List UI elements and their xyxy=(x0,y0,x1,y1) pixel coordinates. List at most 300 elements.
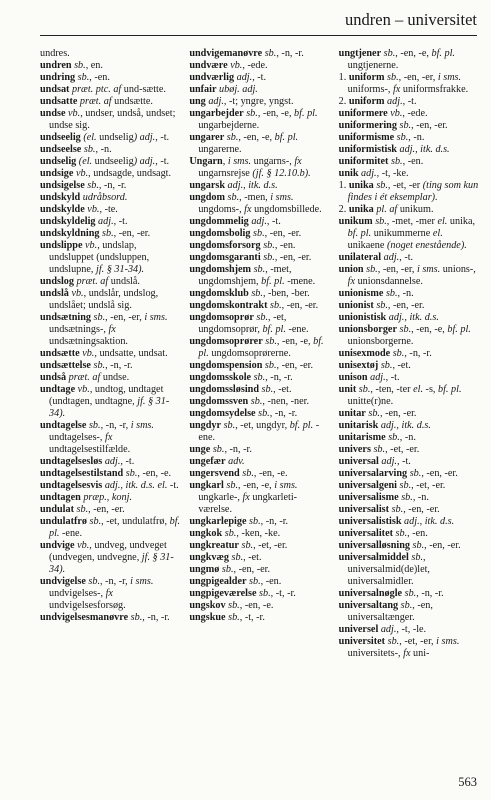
column-3 xyxy=(339,48,480,758)
entry-text: , -n, -r. xyxy=(98,180,127,191)
grammar-note: jf. § 31-34). xyxy=(49,396,170,419)
entry-text: ungkarle-, xyxy=(198,492,243,503)
entry-text: , -en, -e, xyxy=(257,108,295,119)
dictionary-entry xyxy=(339,72,480,96)
entry-text: undselig xyxy=(96,132,134,143)
grammar-note: i sms. xyxy=(130,576,154,587)
headword: ungdomsforsorg xyxy=(189,240,261,251)
dictionary-entry xyxy=(40,312,181,348)
dictionary-entry xyxy=(189,540,330,552)
grammar-note: sb. xyxy=(366,264,378,275)
grammar-note: sb. xyxy=(228,612,240,623)
entry-text: 1. xyxy=(338,180,349,191)
grammar-note: adj. xyxy=(139,156,156,167)
entry-text: ungtjenerne. xyxy=(347,60,399,71)
headword: unika xyxy=(348,180,374,191)
entry-text: , -et, -er. xyxy=(411,480,446,491)
grammar-note: sb. xyxy=(227,192,240,203)
grammar-note: vb. xyxy=(77,540,90,551)
headword: unionisme xyxy=(338,288,384,299)
grammar-note: sb. xyxy=(221,564,234,575)
entry-text: , -t. xyxy=(252,72,267,83)
dictionary-entry xyxy=(189,564,330,576)
dictionary-entry xyxy=(40,276,181,288)
headword: undse xyxy=(40,108,66,119)
grammar-note: vb. xyxy=(390,108,403,119)
entry-text: , -n, -r. xyxy=(142,612,170,623)
running-header xyxy=(40,8,477,38)
dictionary-entry xyxy=(339,432,480,444)
grammar-note: præt. ptc. af xyxy=(72,84,122,95)
entry-text: , -n, -r. xyxy=(260,516,289,527)
entry-text: , en. xyxy=(85,60,103,71)
grammar-note: bf. pl. xyxy=(274,132,299,143)
entry-text: undsætnings-, xyxy=(49,324,109,335)
entry-text: -t. xyxy=(167,480,179,491)
dictionary-entry xyxy=(339,372,480,384)
entry-text: , undsagde, undsagt. xyxy=(88,168,172,179)
entry-text: , undtog, undtaget (undtagen, undtagne, xyxy=(49,384,164,407)
grammar-note: sb. xyxy=(258,408,270,419)
entry-text: -ene. xyxy=(59,528,83,539)
grammar-note: sb. xyxy=(391,156,403,167)
dictionary-entry xyxy=(339,156,480,168)
grammar-note: vb. xyxy=(71,288,84,299)
dictionary-entry xyxy=(40,504,181,516)
entry-text: , -te. xyxy=(99,204,118,215)
entry-text: , -met, -mer xyxy=(386,216,438,227)
grammar-note: i sms. xyxy=(436,636,460,647)
entry-text: undsætte. xyxy=(111,96,153,107)
grammar-note: sb. xyxy=(399,480,412,491)
headword: undslog xyxy=(40,276,74,287)
dictionary-entry xyxy=(40,480,181,492)
grammar-note: sb. xyxy=(83,144,96,155)
grammar-note: adj. xyxy=(208,96,224,107)
headword: undseelse xyxy=(40,144,82,155)
headword: ungdomskontrakt xyxy=(189,300,268,311)
headword: undulatfrø xyxy=(40,516,87,527)
headword: universaltang xyxy=(338,600,399,611)
grammar-note: sb. xyxy=(264,360,277,371)
dictionary-entry xyxy=(189,132,330,156)
entry-text: undvigelses-, xyxy=(49,588,106,599)
dictionary-entry xyxy=(40,132,181,144)
dictionary-entry xyxy=(189,396,330,408)
entry-text: undtagelses-, xyxy=(49,432,106,443)
grammar-note: jf. § 31-34). xyxy=(95,264,145,275)
grammar-note: bf. pl. xyxy=(438,384,462,395)
entry-text: , -en, -er. xyxy=(424,540,461,551)
headword: ungmø xyxy=(189,564,220,575)
dictionary-entry xyxy=(189,408,330,420)
entry-text: ungkarleti-værelse. xyxy=(198,492,298,515)
grammar-note: vb. xyxy=(77,384,90,395)
headword: unitarisk xyxy=(338,420,379,431)
entry-text: ungdomsbillede. xyxy=(251,204,322,215)
headword: undsætte xyxy=(40,348,80,359)
grammar-note: sb. xyxy=(385,288,398,299)
dictionary-entry xyxy=(189,96,330,108)
grammar-note: sb. xyxy=(253,372,266,383)
entry-text: , -et, -er. xyxy=(385,444,420,455)
entry-text: , -en, -er, xyxy=(377,264,417,275)
headword: undsætning xyxy=(40,312,91,323)
headword: undulat xyxy=(40,504,74,515)
entry-text: , -en, -e, xyxy=(276,336,314,347)
entry-text: , -en, -er. xyxy=(281,300,319,311)
entry-text: , -en, -e. xyxy=(253,468,288,479)
page-number: 563 xyxy=(458,775,477,789)
headword: ungpigealder xyxy=(189,576,247,587)
headword: unitarisme xyxy=(338,432,386,443)
grammar-note: sb. xyxy=(396,132,409,143)
grammar-note: sb. xyxy=(399,324,412,335)
headword: undskyld xyxy=(40,192,81,203)
grammar-note: sb. xyxy=(392,348,405,359)
grammar-note: sb. xyxy=(264,48,277,59)
grammar-note: adj., itk. d.s. xyxy=(227,180,278,191)
grammar-note: bf. pl. xyxy=(261,276,285,287)
headword: universalistisk xyxy=(338,516,402,527)
entry-text: uni- xyxy=(410,648,430,659)
dictionary-entry xyxy=(339,552,480,588)
entry-text: , -met, ungdomshjem, xyxy=(198,264,292,287)
dictionary-entry xyxy=(339,96,480,108)
entry-text: , -et, -er. xyxy=(253,540,288,551)
grammar-note: adj. xyxy=(381,456,397,467)
dictionary-entry xyxy=(189,420,330,444)
entry-text: undslå. xyxy=(108,276,140,287)
dictionary-entry xyxy=(189,612,330,624)
headword: ungskue xyxy=(189,612,226,623)
headword: unik xyxy=(338,168,359,179)
dictionary-entry xyxy=(189,240,330,252)
dictionary-entry xyxy=(189,516,330,528)
dictionary-entry xyxy=(189,600,330,612)
column-2 xyxy=(189,48,330,758)
headword: ungdomsklub xyxy=(189,288,249,299)
entry-text: , -ben, -ber. xyxy=(262,288,310,299)
dictionary-entry xyxy=(40,156,181,168)
grammar-note: fx xyxy=(242,492,250,503)
grammar-note: el. xyxy=(432,228,443,239)
headword: uniformering xyxy=(338,120,397,131)
grammar-note: sb. xyxy=(212,444,225,455)
grammar-note: sb. xyxy=(88,420,101,431)
headword: unilateral xyxy=(338,252,382,263)
entry-text: undsætningsaktion. xyxy=(49,336,128,347)
headword: ungdommelig xyxy=(189,216,249,227)
grammar-note: sb. xyxy=(253,228,265,239)
grammar-note: bf. pl. xyxy=(431,48,455,59)
headword: universel xyxy=(338,624,379,635)
headword: ungdomssløsind xyxy=(189,384,259,395)
entry-text: , -n. xyxy=(408,132,425,143)
grammar-note: sb. xyxy=(231,552,244,563)
dictionary-entry xyxy=(40,60,181,72)
dictionary-entry xyxy=(189,444,330,456)
dictionary-entry xyxy=(339,324,480,348)
grammar-note: sb. xyxy=(241,540,254,551)
headword: ungdomssven xyxy=(189,396,249,407)
grammar-note: sb. xyxy=(358,384,371,395)
entry-text: ungarns-, xyxy=(251,156,295,167)
headword: uniformere xyxy=(338,108,388,119)
grammar-note: vb. xyxy=(230,60,243,71)
grammar-note: sb. xyxy=(399,120,412,131)
headword: ungdomsskole xyxy=(189,372,252,383)
dictionary-entry xyxy=(339,492,480,504)
grammar-note: sb. xyxy=(74,60,86,71)
headword: undtagelsestilstand xyxy=(40,468,124,479)
dictionary-entry xyxy=(339,348,480,360)
entry-text: , -en. xyxy=(260,576,282,587)
headword: ungkok xyxy=(189,528,223,539)
dictionary-entry xyxy=(339,252,480,264)
headword: universalmiddel xyxy=(338,552,409,563)
entry-text: , -t, -ke. xyxy=(376,168,409,179)
dictionary-entry xyxy=(189,372,330,384)
grammar-note: sb. xyxy=(387,72,399,83)
entry-text: unikummerne xyxy=(371,228,433,239)
entry-text: , -t. xyxy=(399,252,414,263)
dictionary-entry xyxy=(189,300,330,312)
entry-text: , -en, -e. xyxy=(137,468,172,479)
dictionary-entry xyxy=(339,444,480,456)
headword: ungdyr xyxy=(189,420,222,431)
dictionary-entry xyxy=(189,336,330,360)
grammar-note: adj. xyxy=(251,216,267,227)
dictionary-entry xyxy=(40,492,181,504)
grammar-note: fx xyxy=(392,84,401,95)
grammar-note: sb. xyxy=(88,576,101,587)
headword: union xyxy=(338,264,364,275)
entry-text: ungarbejderne. xyxy=(198,120,260,131)
dictionary-entry xyxy=(189,84,330,96)
dictionary-entry xyxy=(339,204,480,216)
entry-text: , -en, -er. xyxy=(403,504,440,515)
grammar-note: jf. § 31-34). xyxy=(49,552,174,575)
dictionary-entry xyxy=(40,192,181,204)
dictionary-entry xyxy=(339,132,480,144)
entry-text: , -n, -r. xyxy=(105,360,133,371)
entry-text: 1. xyxy=(338,72,349,83)
headword: undtagen xyxy=(40,492,81,503)
headword: ungdomshjem xyxy=(189,264,252,275)
dictionary-entry xyxy=(339,624,480,636)
headword: undværlig xyxy=(189,72,235,83)
dictionary-entry xyxy=(40,348,181,360)
entry-text: , -en, -e, xyxy=(411,324,448,335)
grammar-note: sb. xyxy=(368,408,380,419)
entry-text: , -en, -e, xyxy=(395,48,432,59)
grammar-note: fx xyxy=(108,324,116,335)
dictionary-entry xyxy=(40,420,181,456)
entry-text: , -nen, -ner. xyxy=(262,396,310,407)
entry-text: undres. xyxy=(40,48,70,59)
dictionary-columns xyxy=(40,48,480,758)
headword: universalgeni xyxy=(338,480,397,491)
grammar-note: ) xyxy=(133,132,138,143)
grammar-note: sb. xyxy=(249,576,261,587)
dictionary-entry xyxy=(339,264,480,288)
grammar-note: sb. xyxy=(256,312,269,323)
entry-text: , -en, -er, xyxy=(105,312,145,323)
headword: unikum xyxy=(338,216,373,227)
dictionary-entry xyxy=(189,108,330,132)
grammar-note: bf. pl. xyxy=(294,108,318,119)
grammar-note: vb. xyxy=(85,240,98,251)
dictionary-entry xyxy=(339,360,480,372)
dictionary-entry xyxy=(40,540,181,576)
headword: unionist xyxy=(338,300,374,311)
grammar-note: (jf. § 12.10.b). xyxy=(252,168,311,179)
dictionary-entry xyxy=(189,264,330,288)
headword: unionistisk xyxy=(338,312,387,323)
dictionary-entry xyxy=(189,312,330,336)
entry-text: , -en, -er. xyxy=(274,252,312,263)
entry-text: , -t, -le. xyxy=(396,624,427,635)
headword: undskyldelig xyxy=(40,216,96,227)
headword: undtagelsesvis xyxy=(40,480,103,491)
grammar-note: bf. pl. xyxy=(49,516,181,539)
dictionary-entry xyxy=(339,420,480,432)
headword: uniform xyxy=(348,72,385,83)
grammar-note: sb. xyxy=(77,72,90,83)
dictionary-entry xyxy=(40,216,181,228)
dictionary-entry xyxy=(339,588,480,600)
entry-text: uniforms-, xyxy=(347,84,393,95)
headword: uniformisme xyxy=(338,132,395,143)
entry-text: ungdoms-, xyxy=(198,204,245,215)
grammar-note: vb. xyxy=(82,348,95,359)
grammar-note: sb. xyxy=(89,516,102,527)
dictionary-entry xyxy=(339,408,480,420)
entry-text: , -n, -r. xyxy=(224,444,252,455)
dictionary-entry xyxy=(339,300,480,312)
entry-text: , -n, -r. xyxy=(265,372,293,383)
dictionary-entry xyxy=(40,240,181,276)
entry-text: ungarnsrejse xyxy=(198,168,253,179)
grammar-note: sb. xyxy=(263,240,275,251)
dictionary-entry xyxy=(339,456,480,468)
grammar-note: bf. pl. xyxy=(262,324,286,335)
entry-text: , -en, -er. xyxy=(113,228,151,239)
entry-text: , -ken, -ke. xyxy=(236,528,281,539)
headword: undsigelse xyxy=(40,180,85,191)
entry-text: , -n, -r. xyxy=(416,588,444,599)
headword: undren xyxy=(40,60,72,71)
entry-text: , undsatte, undsat. xyxy=(94,348,168,359)
entry-text: , -en, -er. xyxy=(264,228,302,239)
grammar-note: sb. xyxy=(102,228,114,239)
grammar-note: sb. xyxy=(226,480,239,491)
headword: ungdomsoprør xyxy=(189,312,254,323)
dictionary-entry xyxy=(189,528,330,540)
headword: universalist xyxy=(338,504,390,515)
entry-text: , -en, -er. xyxy=(233,564,270,575)
headword: ungkarlepige xyxy=(189,516,247,527)
headword: unge xyxy=(189,444,211,455)
headword: unisexmode xyxy=(338,348,391,359)
grammar-note: sb. xyxy=(376,300,388,311)
grammar-note: sb. xyxy=(263,252,275,263)
grammar-note: sb. xyxy=(412,540,425,551)
entry-text: , -et, -er, xyxy=(399,636,437,647)
headword: undsatte xyxy=(40,96,78,107)
grammar-note: sb. xyxy=(223,420,236,431)
entry-text: , -n, -r. xyxy=(276,48,304,59)
grammar-note: præp., konj. xyxy=(83,492,132,503)
headword: Ungarn xyxy=(189,156,223,167)
entry-text: 2. xyxy=(338,96,349,107)
entry-text: unikum. xyxy=(397,204,434,215)
entry-text: unions-, xyxy=(440,264,476,275)
grammar-note: sb. xyxy=(253,264,266,275)
entry-text: , -en. xyxy=(274,240,296,251)
grammar-note: sb. xyxy=(93,360,106,371)
entry-text: , -et, -er xyxy=(387,180,423,191)
grammar-note: (el. xyxy=(78,156,93,167)
dictionary-entry xyxy=(339,540,480,552)
headword: undslippe xyxy=(40,240,83,251)
entry-text: , -en, -e, xyxy=(238,132,275,143)
grammar-note: i sms. xyxy=(144,312,168,323)
grammar-note: sb. xyxy=(404,588,417,599)
entry-text: , -en. xyxy=(402,156,424,167)
dictionary-entry xyxy=(40,468,181,480)
grammar-note: adv. xyxy=(228,456,245,467)
entry-text: universitets-, xyxy=(347,648,404,659)
entry-text: , -t, -r. xyxy=(239,612,265,623)
dictionary-entry xyxy=(339,384,480,408)
headword: ungdomspension xyxy=(189,360,263,371)
grammar-note: sb. xyxy=(376,180,388,191)
grammar-note: sb. xyxy=(224,528,237,539)
dictionary-entry xyxy=(40,228,181,240)
headword: universal xyxy=(338,456,379,467)
entry-text: undseelig xyxy=(92,156,134,167)
headword: undvigelse xyxy=(40,576,86,587)
headword: undsige xyxy=(40,168,74,179)
grammar-note: adj. xyxy=(104,456,121,467)
entry-text: und-sætte. xyxy=(121,84,166,95)
dictionary-entry xyxy=(189,156,330,180)
dictionary-entry xyxy=(40,384,181,420)
grammar-note: (ting som kun findes i ét eksemplar). xyxy=(347,180,479,203)
headword: ungkreatur xyxy=(189,540,239,551)
grammar-note: sb. xyxy=(228,600,240,611)
grammar-note: i sms. xyxy=(274,480,298,491)
entry-text: , -ten, -ter xyxy=(370,384,414,395)
grammar-note: adj. xyxy=(236,72,253,83)
grammar-note: el. xyxy=(437,216,448,227)
headword: ungarsk xyxy=(189,180,225,191)
dictionary-entry xyxy=(339,468,480,480)
grammar-note: ubøj. adj. xyxy=(219,84,258,95)
grammar-note: sb. xyxy=(259,588,271,599)
grammar-note: sb. xyxy=(387,636,400,647)
headword: uniform xyxy=(348,96,385,107)
grammar-note: fx xyxy=(294,156,302,167)
grammar-note: sb. xyxy=(76,504,89,515)
grammar-note: sb. xyxy=(130,612,143,623)
dictionary-entry xyxy=(339,636,480,660)
entry-text: , xyxy=(222,156,228,167)
entry-text: ungarerne. xyxy=(198,144,242,155)
dictionary-entry xyxy=(40,516,181,540)
